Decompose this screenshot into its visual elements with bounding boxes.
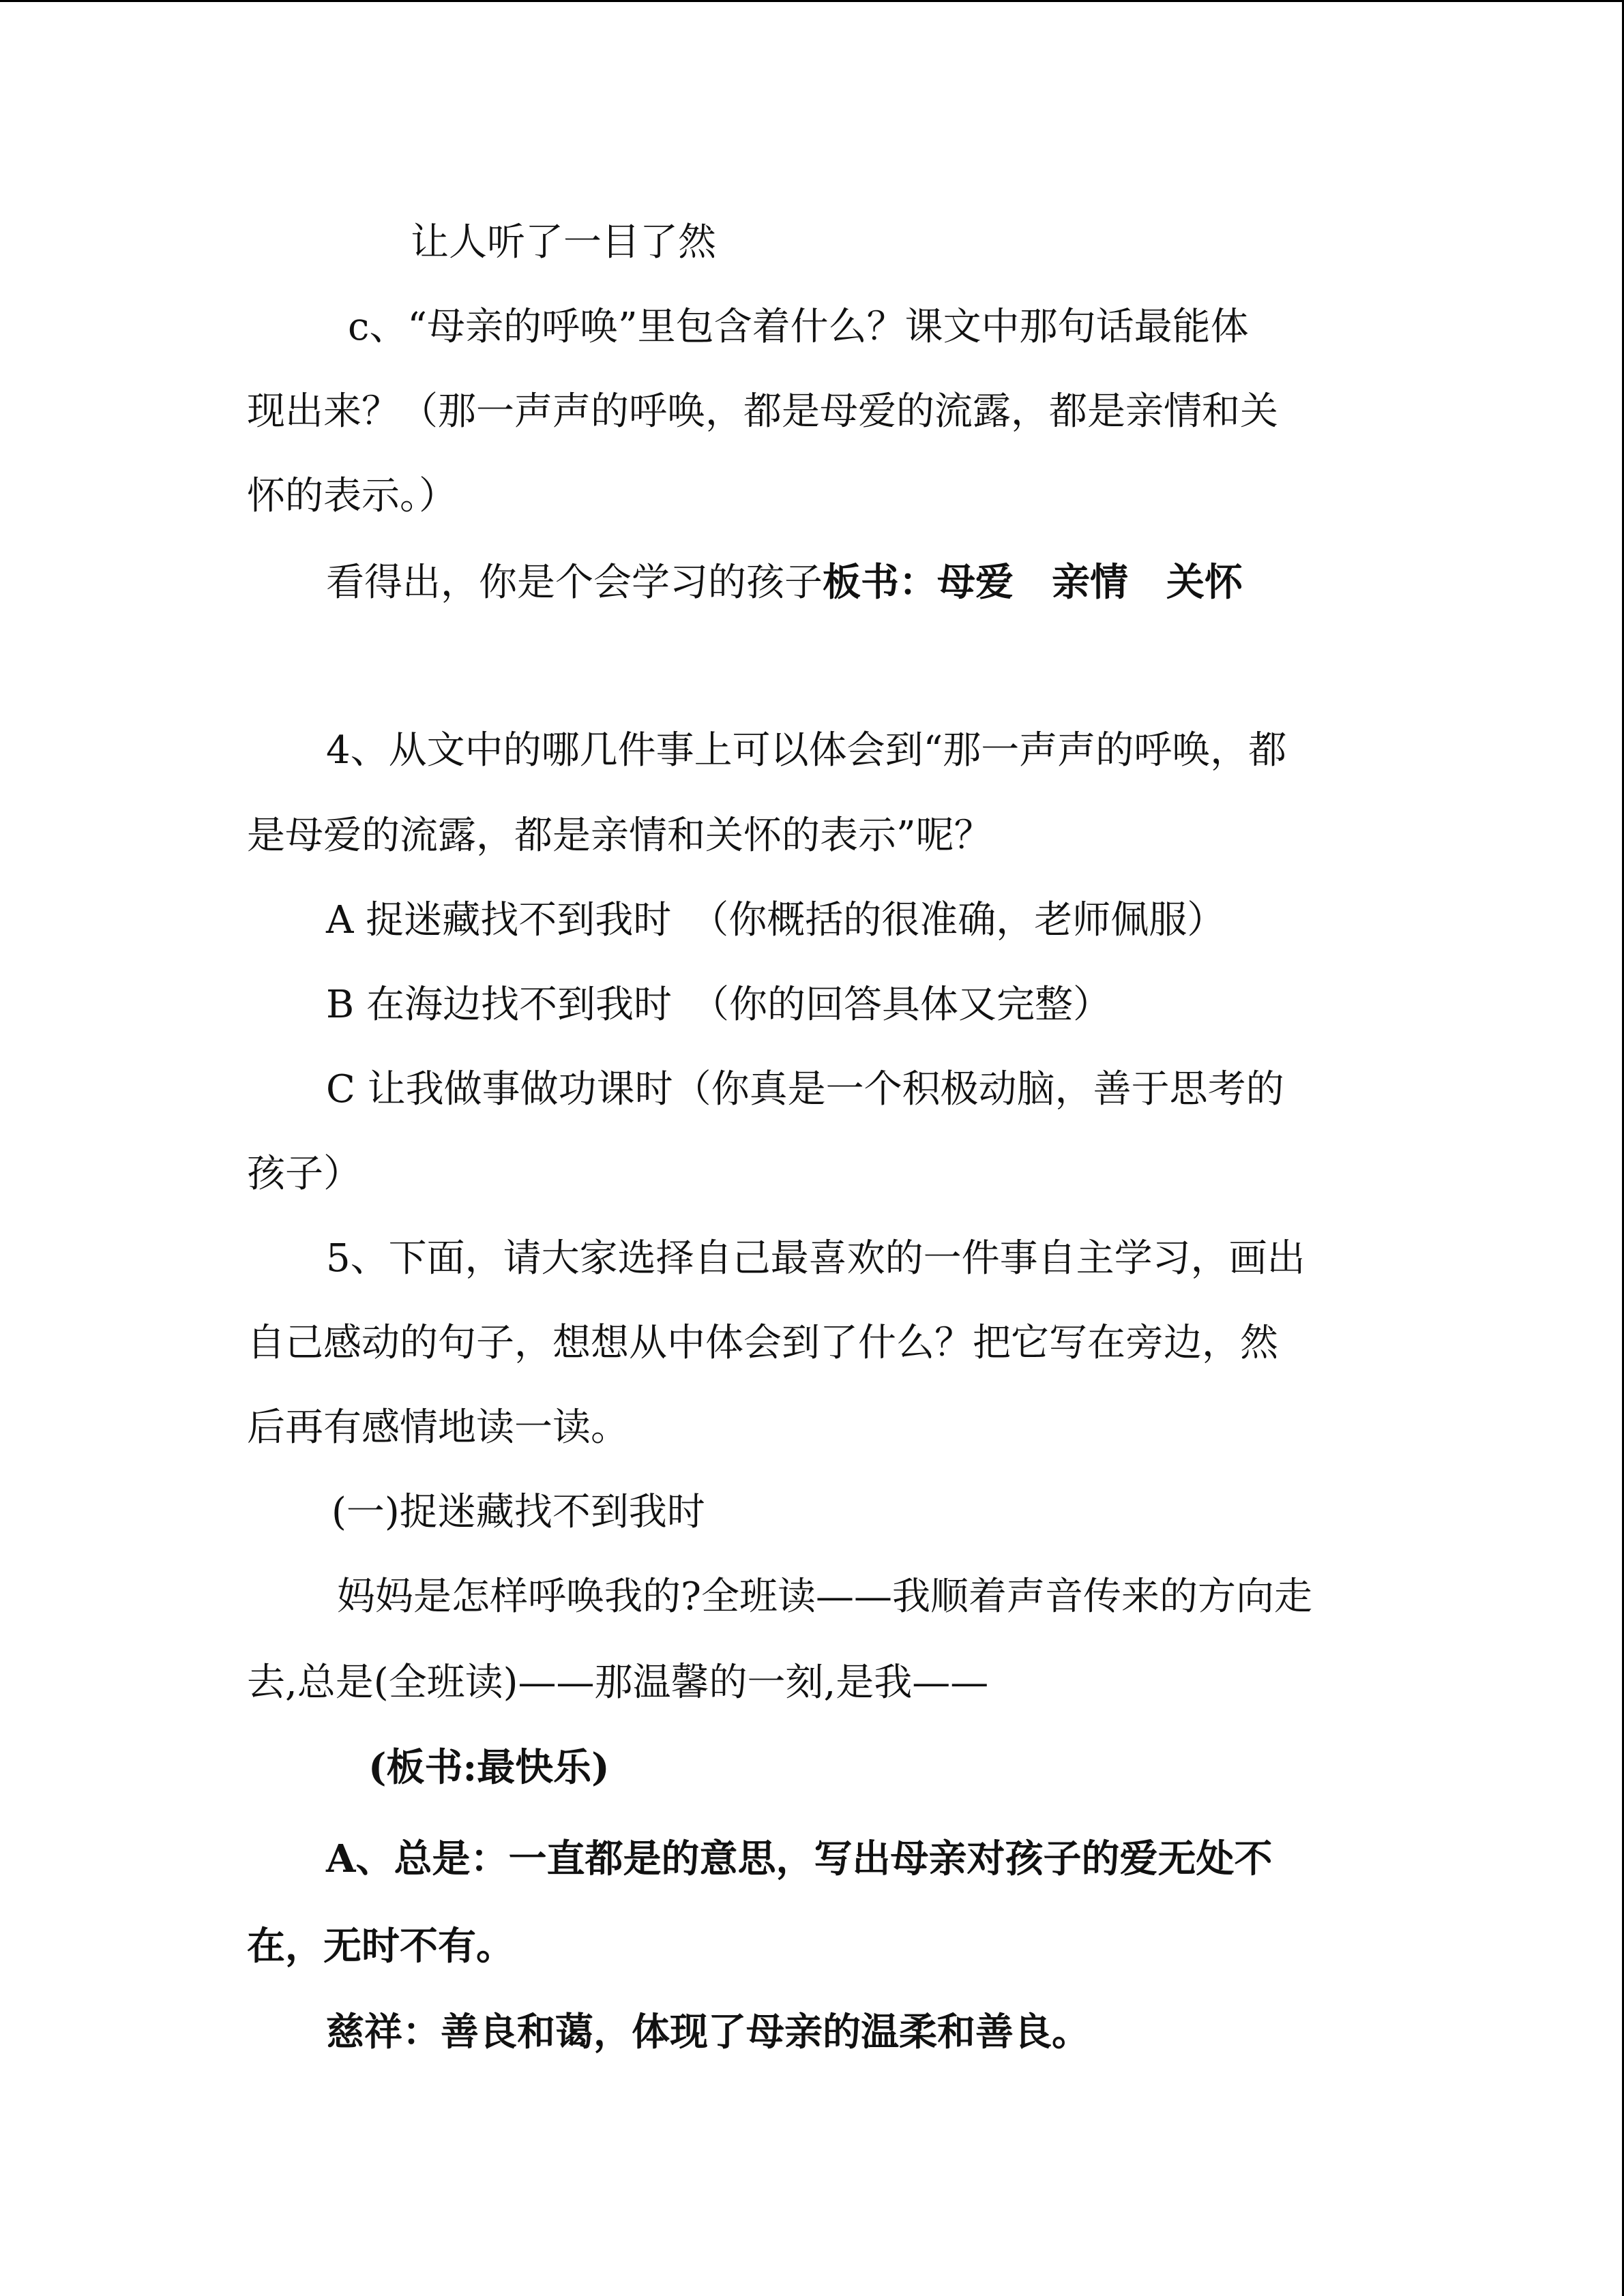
text-line — [326, 555, 1243, 610]
text-line: (一)捉迷藏找不到我时 — [331, 1490, 705, 1534]
text-line: 在，无时不有。 — [247, 1924, 514, 1969]
text-line: 后再有感情地读一读。 — [247, 1405, 629, 1450]
text-segment: 看得出，你是个会学习的孩子 — [326, 561, 823, 605]
text-line: 5、下面，请大家选择自己最喜欢的一件事自主学习，画出 — [326, 1236, 1305, 1281]
text-line: 让人听了一目了然 — [411, 220, 716, 265]
text-line: c、“母亲的呼唤”里包含着什么？课文中那句话最能体 — [348, 305, 1249, 349]
text-line: 妈妈是怎样呼唤我的?全班读——我顺着声音传来的方向走 — [337, 1575, 1313, 1619]
text-line: A、总是：一直都是的意思，写出母亲对孩子的爱无处不 — [326, 1836, 1273, 1881]
blackboard-note: (板书:最快乐) — [368, 1745, 610, 1790]
text-line: 4、从文中的哪几件事上可以体会到“那一声声的呼唤，都 — [326, 728, 1287, 773]
text-line: 去,总是(全班读)——那温馨的一刻,是我—— — [247, 1660, 989, 1705]
text-line: 是母爱的流露，都是亲情和关怀的表示”呢？ — [247, 814, 992, 858]
text-line: B 在海边找不到我时 （你的回答具体又完整） — [326, 983, 1111, 1027]
text-line: 现出来？（那一声声的呼唤，都是母爱的流露，都是亲情和关 — [247, 389, 1278, 434]
text-line: C 让我做事做功课时（你真是一个积极动脑，善于思考的 — [326, 1067, 1284, 1112]
text-line: A 捉迷藏找不到我时 （你概括的很准确，老师佩服） — [326, 898, 1226, 942]
text-line: 孩子） — [247, 1152, 361, 1196]
text-line: 慈祥：善良和蔼，体现了母亲的温柔和善良。 — [326, 2010, 1090, 2055]
text-line: 自己感动的句子，想想从中体会到了什么？把它写在旁边，然 — [247, 1321, 1278, 1365]
text-line: 怀的表示。） — [247, 474, 457, 518]
blackboard-note: 板书：母爱 亲情 关怀 — [823, 560, 1243, 605]
